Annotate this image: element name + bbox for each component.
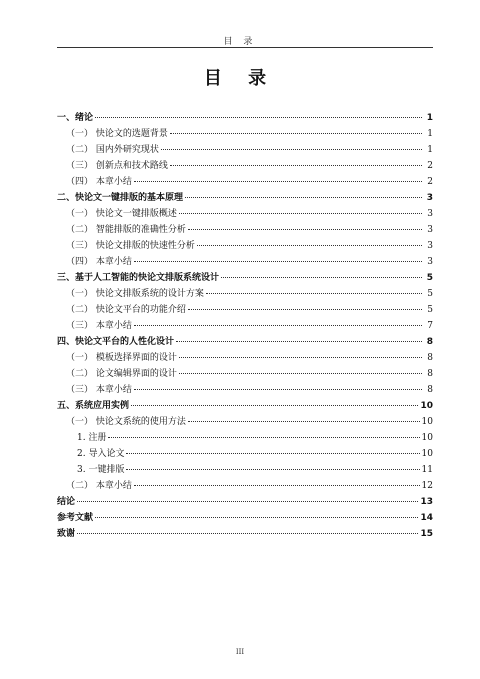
header-rule bbox=[57, 47, 433, 48]
toc-dot-leader bbox=[179, 357, 422, 358]
toc-entry-page: 3 bbox=[427, 225, 433, 235]
toc-entry[interactable] bbox=[57, 254, 433, 270]
table-of-contents bbox=[57, 110, 433, 542]
toc-entry[interactable] bbox=[57, 142, 433, 158]
toc-entry-label: 2. 导入论文 bbox=[77, 449, 125, 459]
toc-entry-page: 7 bbox=[427, 321, 433, 331]
toc-entry-page: 1 bbox=[426, 113, 433, 123]
toc-entry-page: 5 bbox=[426, 273, 433, 283]
toc-dot-leader bbox=[170, 133, 422, 134]
toc-dot-leader bbox=[179, 373, 422, 374]
toc-entry-label: （二） 国内外研究现状 bbox=[66, 145, 159, 155]
toc-entry-label: （一） 模板选择界面的设计 bbox=[66, 353, 177, 363]
toc-entry[interactable] bbox=[57, 286, 433, 302]
toc-entry-page: 3 bbox=[427, 209, 433, 219]
toc-entry[interactable] bbox=[57, 190, 433, 206]
toc-entry[interactable] bbox=[57, 110, 433, 126]
toc-entry[interactable] bbox=[57, 414, 433, 430]
toc-dot-leader bbox=[108, 437, 419, 438]
toc-entry-label: （三） 本章小结 bbox=[66, 321, 132, 331]
toc-dot-leader bbox=[134, 261, 422, 262]
toc-entry-page: 3 bbox=[427, 257, 433, 267]
toc-dot-leader bbox=[77, 533, 418, 534]
toc-dot-leader bbox=[134, 325, 422, 326]
toc-entry-page: 1 bbox=[427, 129, 433, 139]
header-title: 目 录 bbox=[223, 37, 257, 47]
toc-entry-label: （四） 本章小结 bbox=[66, 177, 132, 187]
toc-entry-label: 1. 注册 bbox=[77, 433, 107, 443]
toc-entry[interactable] bbox=[57, 462, 433, 478]
toc-entry[interactable] bbox=[57, 510, 433, 526]
toc-entry[interactable] bbox=[57, 366, 433, 382]
toc-dot-leader bbox=[134, 181, 422, 182]
toc-entry-label: （一） 快论文的选题背景 bbox=[66, 129, 168, 139]
toc-entry-label: 五、系统应用实例 bbox=[57, 401, 130, 411]
toc-entry[interactable] bbox=[57, 526, 433, 542]
toc-entry-label: （一） 快论文系统的使用方法 bbox=[66, 417, 186, 427]
toc-dot-leader bbox=[126, 453, 419, 454]
toc-dot-leader bbox=[188, 309, 422, 310]
toc-dot-leader bbox=[131, 405, 418, 406]
toc-entry-label: 致谢 bbox=[57, 529, 76, 539]
toc-dot-leader bbox=[161, 149, 422, 150]
toc-dot-leader bbox=[176, 341, 422, 342]
toc-entry[interactable] bbox=[57, 270, 433, 286]
toc-entry-page: 10 bbox=[421, 449, 433, 459]
toc-entry[interactable] bbox=[57, 478, 433, 494]
toc-entry[interactable] bbox=[57, 158, 433, 174]
toc-entry-page: 10 bbox=[420, 401, 433, 411]
toc-entry-label: （二） 论文编辑界面的设计 bbox=[66, 369, 177, 379]
toc-entry-label: （四） 本章小结 bbox=[66, 257, 132, 267]
toc-entry-label: （二） 本章小结 bbox=[66, 481, 132, 491]
toc-entry-label: 参考文献 bbox=[57, 513, 94, 523]
toc-dot-leader bbox=[95, 517, 418, 518]
toc-entry-label: 四、快论文平台的人性化设计 bbox=[57, 337, 175, 347]
toc-entry-page: 12 bbox=[421, 481, 433, 491]
page-title: 目 录 bbox=[203, 68, 277, 89]
toc-entry-page: 1 bbox=[427, 145, 433, 155]
toc-dot-leader bbox=[95, 117, 422, 118]
toc-entry[interactable] bbox=[57, 494, 433, 510]
toc-entry[interactable] bbox=[57, 382, 433, 398]
toc-entry-page: 3 bbox=[426, 193, 433, 203]
toc-entry[interactable] bbox=[57, 334, 433, 350]
toc-entry-label: （三） 本章小结 bbox=[66, 385, 132, 395]
toc-dot-leader bbox=[134, 485, 420, 486]
toc-entry-page: 3 bbox=[427, 241, 433, 251]
toc-dot-leader bbox=[134, 389, 422, 390]
toc-entry[interactable] bbox=[57, 126, 433, 142]
toc-entry-label: （三） 创新点和技术路线 bbox=[66, 161, 168, 171]
toc-entry-page: 8 bbox=[426, 337, 433, 347]
toc-entry[interactable] bbox=[57, 398, 433, 414]
toc-entry-page: 13 bbox=[420, 497, 433, 507]
toc-dot-leader bbox=[77, 501, 418, 502]
toc-entry-page: 14 bbox=[420, 513, 433, 523]
toc-entry-page: 5 bbox=[427, 289, 433, 299]
toc-entry-page: 5 bbox=[427, 305, 433, 315]
toc-entry[interactable] bbox=[57, 174, 433, 190]
toc-entry-label: （一） 快论文排版系统的设计方案 bbox=[66, 289, 204, 299]
toc-entry-page: 8 bbox=[427, 385, 433, 395]
toc-entry-page: 2 bbox=[427, 161, 433, 171]
toc-entry[interactable] bbox=[57, 302, 433, 318]
toc-entry-label: 二、快论文一键排版的基本原理 bbox=[57, 193, 184, 203]
toc-entry[interactable] bbox=[57, 238, 433, 254]
toc-entry[interactable] bbox=[57, 430, 433, 446]
toc-dot-leader bbox=[197, 245, 422, 246]
toc-entry-page: 8 bbox=[427, 369, 433, 379]
toc-entry-label: （二） 快论文平台的功能介绍 bbox=[66, 305, 186, 315]
toc-dot-leader bbox=[179, 213, 422, 214]
toc-dot-leader bbox=[126, 469, 419, 470]
toc-entry-label: 3. 一键排版 bbox=[77, 465, 125, 475]
toc-dot-leader bbox=[206, 293, 422, 294]
toc-dot-leader bbox=[221, 277, 422, 278]
toc-entry-page: 15 bbox=[420, 529, 433, 539]
toc-entry-label: （二） 智能排版的准确性分析 bbox=[66, 225, 186, 235]
toc-entry-label: 结论 bbox=[57, 497, 76, 507]
toc-entry[interactable] bbox=[57, 446, 433, 462]
footer-page-number: III bbox=[235, 648, 245, 656]
toc-entry[interactable] bbox=[57, 222, 433, 238]
toc-entry[interactable] bbox=[57, 206, 433, 222]
toc-entry-page: 10 bbox=[421, 417, 433, 427]
toc-entry-page: 10 bbox=[421, 433, 433, 443]
toc-entry-page: 11 bbox=[421, 465, 433, 475]
toc-dot-leader bbox=[188, 421, 420, 422]
toc-dot-leader bbox=[188, 229, 422, 230]
toc-entry-page: 8 bbox=[427, 353, 433, 363]
toc-entry-label: 三、基于人工智能的快论文排版系统设计 bbox=[57, 273, 220, 283]
toc-dot-leader bbox=[185, 197, 422, 198]
toc-entry-page: 2 bbox=[427, 177, 433, 187]
toc-entry[interactable] bbox=[57, 350, 433, 366]
toc-entry-label: （三） 快论文排版的快速性分析 bbox=[66, 241, 195, 251]
toc-dot-leader bbox=[170, 165, 422, 166]
toc-entry[interactable] bbox=[57, 318, 433, 334]
toc-entry-label: （一） 快论文一键排版概述 bbox=[66, 209, 177, 219]
toc-entry-label: 一、绪论 bbox=[57, 113, 94, 123]
